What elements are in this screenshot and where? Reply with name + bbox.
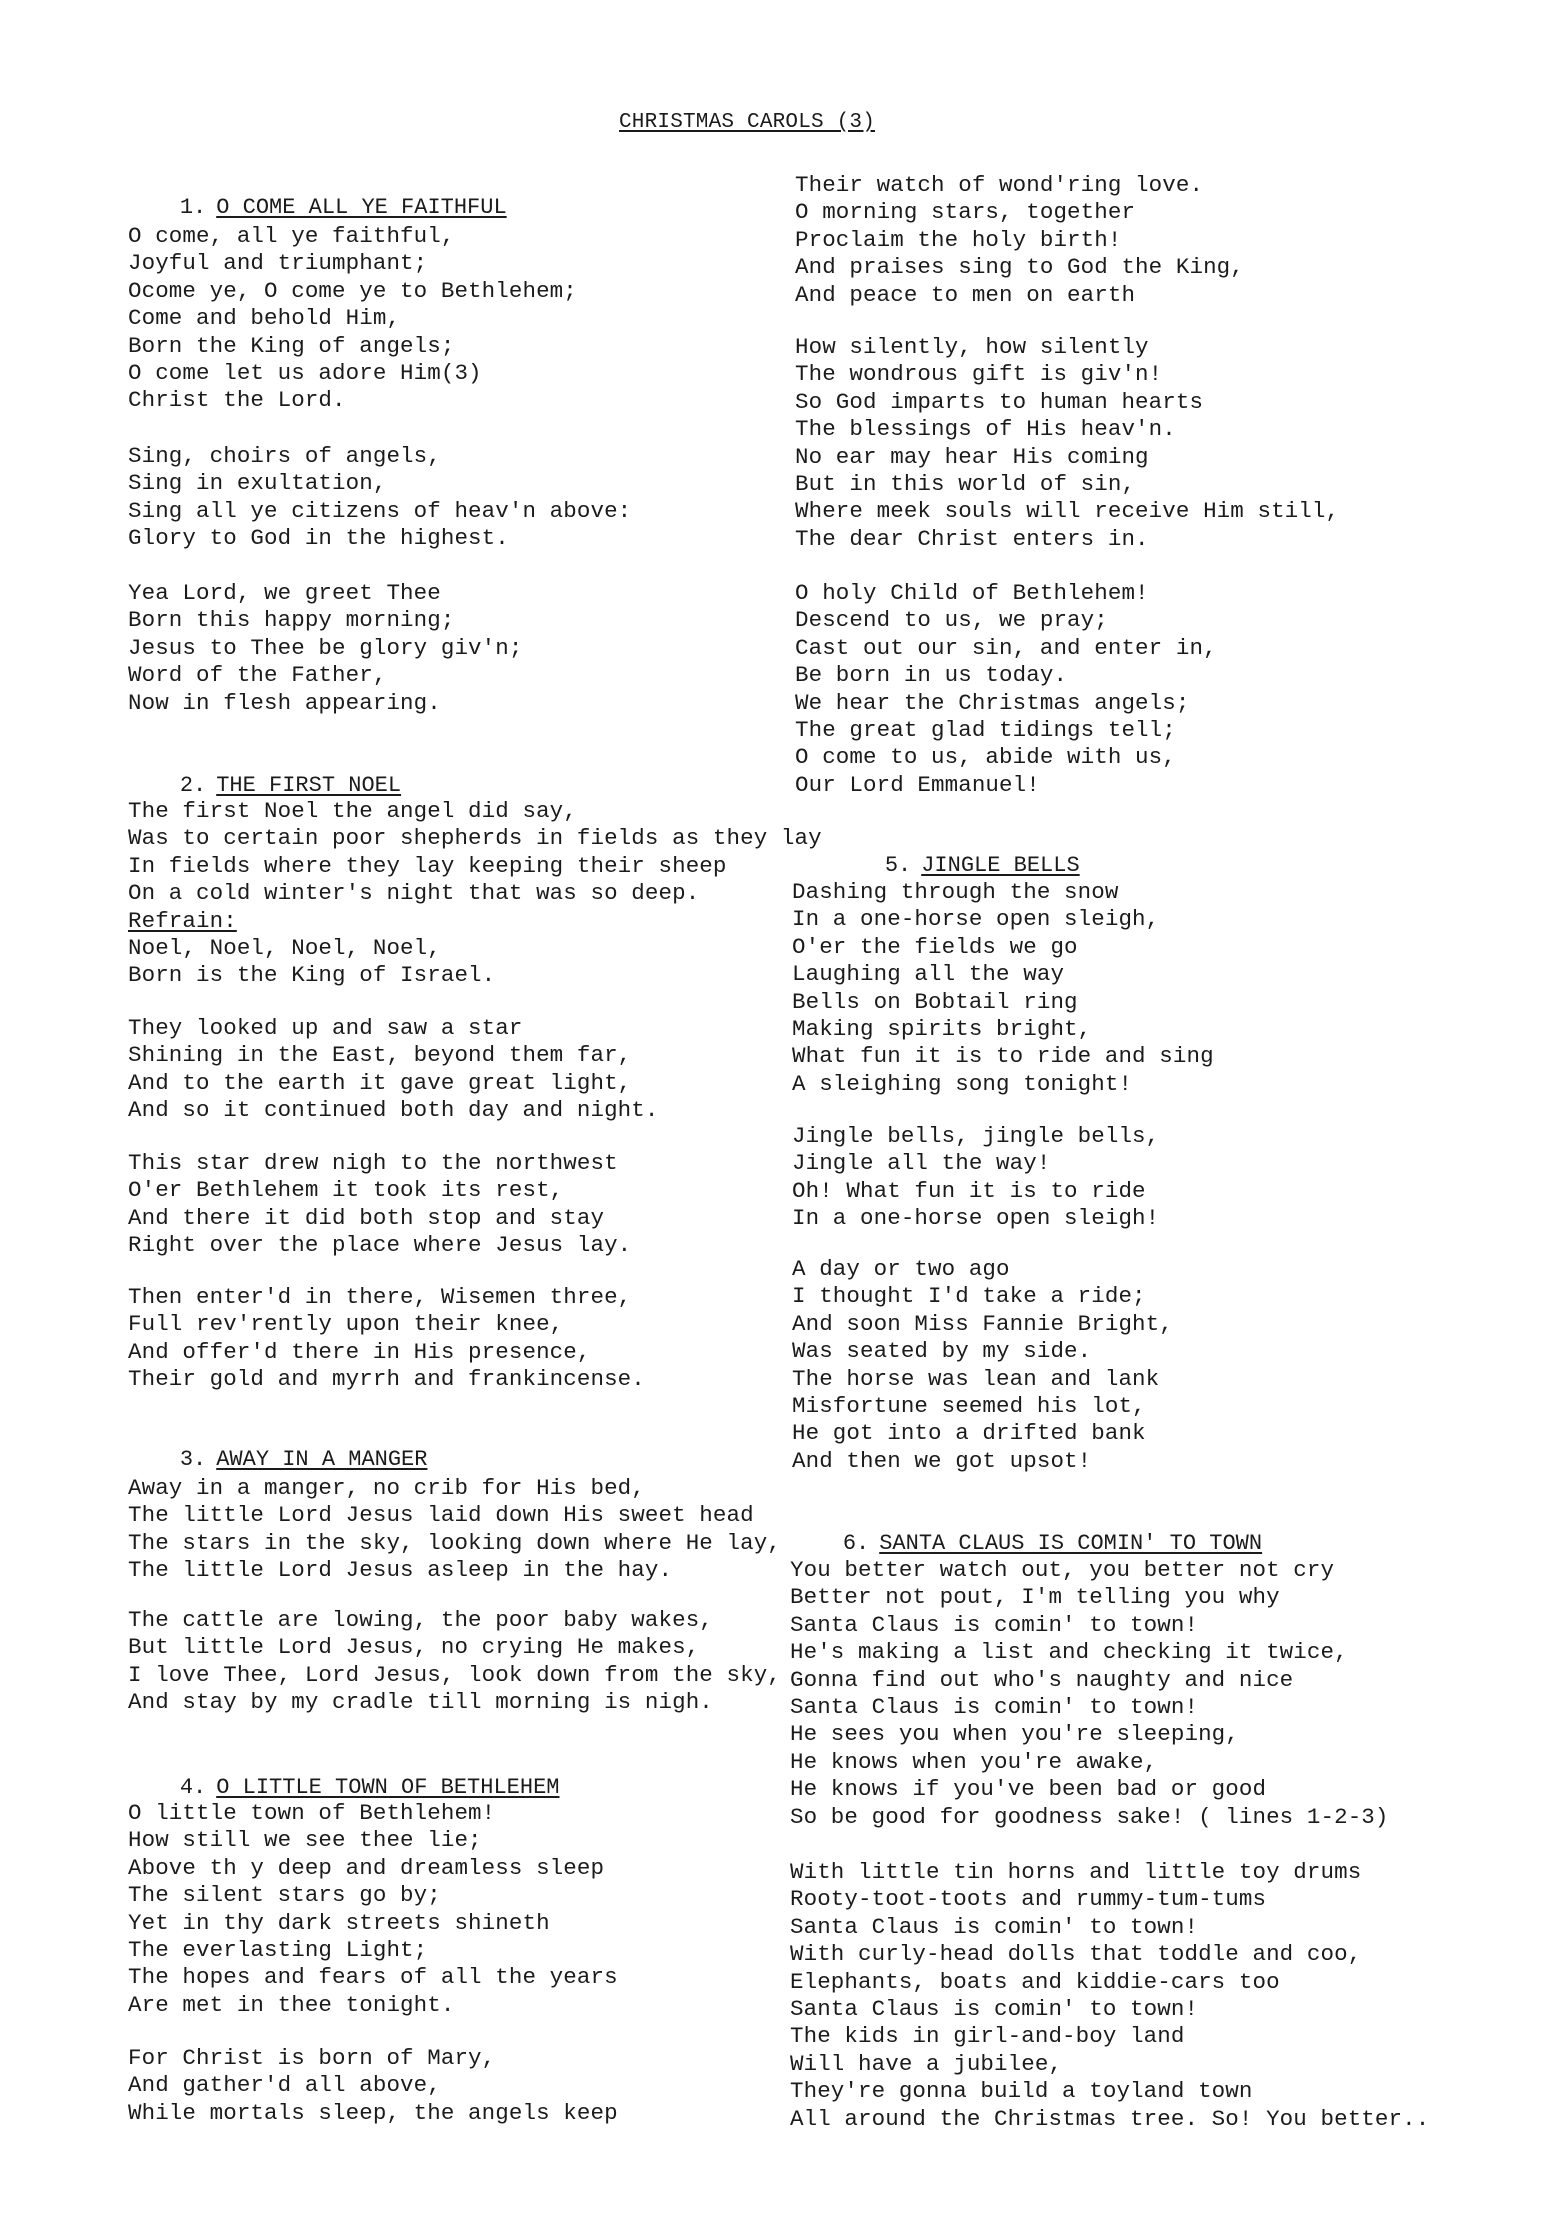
lyric-line: He got into a drifted bank (792, 1420, 1146, 1447)
lyric-line: Santa Claus is comin' to town! (790, 1913, 1199, 1940)
lyric-line: Santa Claus is comin' to town! (790, 1995, 1199, 2022)
lyric-line: Glory to God in the highest. (128, 525, 509, 552)
lyric-line: Jesus to Thee be glory giv'n; (128, 634, 523, 661)
lyric-line: How silently, how silently (795, 334, 1149, 360)
stanza (795, 172, 1244, 309)
lyric-line: He knows if you've been bad or good (790, 1776, 1267, 1803)
lyric-line: But little Lord Jesus, no crying He makes, (128, 1634, 700, 1661)
lyric-line: Making spirits bright, (792, 1015, 1092, 1042)
song-name: THE FIRST NOEL (216, 773, 402, 798)
lyric-line: And there it did both stop and stay (128, 1204, 605, 1231)
lyric-line: No ear may hear His coming (795, 443, 1149, 470)
song-name: JINGLE BELLS (921, 853, 1080, 878)
lyric-line: O'er the fields we go (792, 933, 1078, 960)
lyric-line: Descend to us, we pray; (795, 607, 1108, 634)
stanza (790, 1859, 1429, 2133)
stanza (128, 1284, 645, 1394)
lyric-line: O little town of Bethlehem! (128, 1800, 496, 1826)
lyric-line: Away in a manger, no crib for His bed, (128, 1475, 645, 1501)
lyric-line: In fields where they lay keeping their sheep (128, 852, 727, 879)
lyric-line: Christ the Lord. (128, 387, 346, 414)
lyric-line: And gather'd all above, (128, 2072, 441, 2099)
stanza (792, 1256, 1173, 1475)
lyric-line: Dashing through the snow (792, 879, 1119, 905)
stanza (128, 1475, 781, 1585)
stanza (792, 1123, 1159, 1233)
stanza (128, 798, 822, 990)
stanza (795, 580, 1217, 799)
lyric-line: O come let us adore Him(3) (128, 359, 482, 386)
lyric-line: Cast out our sin, and enter in, (795, 634, 1217, 661)
lyric-line: Was seated by my side. (792, 1338, 1092, 1365)
lyric-line: Sing, choirs of angels, (128, 443, 441, 469)
lyric-line: We hear the Christmas angels; (795, 689, 1190, 716)
song-number: 1. (179, 195, 207, 220)
lyric-line: The dear Christ enters in. (795, 525, 1149, 552)
lyric-line: Sing all ye citizens of heav'n above: (128, 497, 632, 524)
lyric-line: Yea Lord, we greet Thee (128, 580, 441, 606)
lyric-line: Above th y deep and dreamless sleep (128, 1854, 605, 1881)
lyric-line: In a one-horse open sleigh! (792, 1205, 1160, 1232)
lyric-line: Proclaim the holy birth! (795, 226, 1122, 253)
song-number: 4. (179, 1775, 207, 1800)
lyric-line: And stay by my cradle till morning is nigh. (128, 1689, 713, 1716)
lyric-line: Better not pout, I'm telling you why (790, 1584, 1280, 1611)
lyric-line: And praises sing to God the King, (795, 254, 1244, 281)
lyric-line: He knows when you're awake, (790, 1748, 1158, 1775)
lyric-line: Oh! What fun it is to ride (792, 1177, 1146, 1204)
lyric-line: With little tin horns and little toy drums (790, 1859, 1362, 1885)
lyric-line: Jingle bells, jingle bells, (792, 1123, 1160, 1149)
song-number: 2. (179, 773, 207, 798)
lyric-line: So be good for goodness sake! ( lines 1-2-3) (790, 1803, 1389, 1830)
lyric-line: Yet in thy dark streets shineth (128, 1909, 550, 1936)
lyric-line: The kids in girl-and-boy land (790, 2023, 1185, 2050)
lyric-line: O'er Bethlehem it took its rest, (128, 1177, 564, 1204)
lyric-line: How still we see thee lie; (128, 1827, 482, 1854)
lyric-line: Their watch of wond'ring love. (795, 172, 1204, 198)
lyric-line: Where meek souls will receive Him still, (795, 498, 1340, 525)
song-number: 3. (179, 1447, 207, 1472)
lyric-line: Elephants, boats and kiddie-cars too (790, 1968, 1280, 1995)
lyric-line: And so it continued both day and night. (128, 1097, 659, 1124)
lyric-line: Their gold and myrrh and frankincense. (128, 1366, 645, 1393)
lyric-line: Laughing all the way (792, 961, 1065, 988)
lyric-line: The cattle are lowing, the poor baby wakes, (128, 1607, 713, 1633)
refrain-label: Refrain: (128, 907, 237, 934)
lyric-line: And then we got upsot! (792, 1447, 1092, 1474)
stanza (128, 1607, 781, 1717)
lyric-line: The silent stars go by; (128, 1882, 441, 1909)
lyric-line: All around the Christmas tree. So! You better.. (790, 2105, 1430, 2132)
lyric-line: The everlasting Light; (128, 1936, 428, 1963)
lyric-line: And to the earth it gave great light, (128, 1069, 632, 1096)
lyric-line: The stars in the sky, looking down where He lay, (128, 1529, 781, 1556)
song-number: 6. (842, 1531, 870, 1556)
song-name: O COME ALL YE FAITHFUL (216, 195, 507, 220)
lyric-line: Misfortune seemed his lot, (792, 1392, 1146, 1419)
lyric-line: O come to us, abide with us, (795, 744, 1176, 771)
lyric-line: For Christ is born of Mary, (128, 2045, 496, 2071)
lyric-line: The blessings of His heav'n. (795, 416, 1176, 443)
lyric-line: Will have a jubilee, (790, 2050, 1063, 2077)
lyric-line: Shining in the East, beyond them far, (128, 1042, 632, 1069)
song-name: AWAY IN A MANGER (216, 1447, 428, 1472)
lyric-line: I thought I'd take a ride; (792, 1283, 1146, 1310)
lyric-line: O morning stars, together (795, 199, 1136, 226)
stanza (128, 1015, 659, 1125)
lyric-line: While mortals sleep, the angels keep (128, 2099, 618, 2126)
lyric-line: Now in flesh appearing. (128, 689, 441, 716)
lyric-line: A sleighing song tonight! (792, 1070, 1133, 1097)
lyric-line: Come and behold Him, (128, 305, 401, 332)
page-title: CHRISTMAS CAROLS (3) (619, 111, 876, 134)
lyric-line: They looked up and saw a star (128, 1015, 523, 1041)
lyric-line: Santa Claus is comin' to town! (790, 1693, 1199, 1720)
stanza (790, 1557, 1389, 1831)
lyric-line: Santa Claus is comin' to town! (790, 1611, 1199, 1638)
lyric-line: And offer'd there in His presence, (128, 1338, 591, 1365)
lyric-line: The first Noel the angel did say, (128, 798, 577, 824)
lyric-line: Was to certain poor shepherds in fields as they lay (128, 825, 822, 852)
stanza (795, 334, 1339, 553)
lyric-line: Gonna find out who's naughty and nice (790, 1666, 1294, 1693)
lyric-line: And soon Miss Fannie Bright, (792, 1310, 1173, 1337)
stanza (128, 580, 522, 717)
song-number: 5. (884, 853, 912, 878)
lyric-line: He's making a list and checking it twice, (790, 1639, 1348, 1666)
lyric-line: In a one-horse open sleigh, (792, 906, 1160, 933)
lyric-line: This star drew nigh to the northwest (128, 1150, 618, 1176)
stanza (792, 879, 1214, 1098)
lyric-line: Sing in exultation, (128, 470, 387, 497)
lyric-line: Joyful and triumphant; (128, 250, 428, 277)
lyric-line: Be born in us today. (795, 662, 1068, 689)
lyric-line: With curly-head dolls that toddle and coo, (790, 1941, 1362, 1968)
lyric-line: Our Lord Emmanuel! (795, 771, 1040, 798)
lyric-line: O holy Child of Bethlehem! (795, 580, 1149, 606)
lyric-line: Ocome ye, O come ye to Bethlehem; (128, 277, 577, 304)
lyric-line: The little Lord Jesus laid down His sweet head (128, 1502, 754, 1529)
song-name: SANTA CLAUS IS COMIN' TO TOWN (879, 1531, 1263, 1556)
stanza (128, 1150, 631, 1260)
lyric-line: The wondrous gift is giv'n! (795, 361, 1163, 388)
song-name: O LITTLE TOWN OF BETHLEHEM (216, 1775, 560, 1800)
lyric-line: Born is the King of Israel. (128, 962, 496, 989)
lyric-line: Bells on Bobtail ring (792, 988, 1078, 1015)
lyric-line: A day or two ago (792, 1256, 1010, 1282)
lyric-line: Born this happy morning; (128, 607, 455, 634)
lyric-line: He sees you when you're sleeping, (790, 1721, 1239, 1748)
lyric-line: Right over the place where Jesus lay. (128, 1232, 632, 1259)
lyric-line: They're gonna build a toyland town (790, 2078, 1253, 2105)
lyric-line: Noel, Noel, Noel, Noel, (128, 934, 441, 961)
lyric-line: You better watch out, you better not cry (790, 1557, 1335, 1583)
lyric-line: And peace to men on earth (795, 281, 1136, 308)
lyric-line: So God imparts to human hearts (795, 388, 1204, 415)
lyric-line: Then enter'd in there, Wisemen three, (128, 1284, 632, 1310)
lyric-line: The horse was lean and lank (792, 1365, 1160, 1392)
lyric-line: Are met in thee tonight. (128, 1991, 455, 2018)
stanza (128, 1800, 618, 2019)
lyric-line: What fun it is to ride and sing (792, 1043, 1214, 1070)
lyric-line: Rooty-toot-toots and rummy-tum-tums (790, 1886, 1267, 1913)
lyric-line: The hopes and fears of all the years (128, 1964, 618, 1991)
lyric-line: I love Thee, Lord Jesus, look down from the sky, (128, 1661, 781, 1688)
lyric-line: But in this world of sin, (795, 470, 1136, 497)
lyric-line: Jingle all the way! (792, 1150, 1051, 1177)
lyric-line: The little Lord Jesus asleep in the hay. (128, 1557, 673, 1584)
lyric-line: O come, all ye faithful, (128, 223, 455, 249)
stanza (128, 443, 631, 553)
lyric-line: The great glad tidings tell; (795, 716, 1176, 743)
lyric-line: Full rev'rently upon their knee, (128, 1311, 564, 1338)
lyric-line: Word of the Father, (128, 662, 387, 689)
lyric-line: On a cold winter's night that was so deep. (128, 880, 700, 907)
stanza (128, 2045, 618, 2127)
stanza (128, 223, 577, 415)
lyric-line: Born the King of angels; (128, 332, 455, 359)
